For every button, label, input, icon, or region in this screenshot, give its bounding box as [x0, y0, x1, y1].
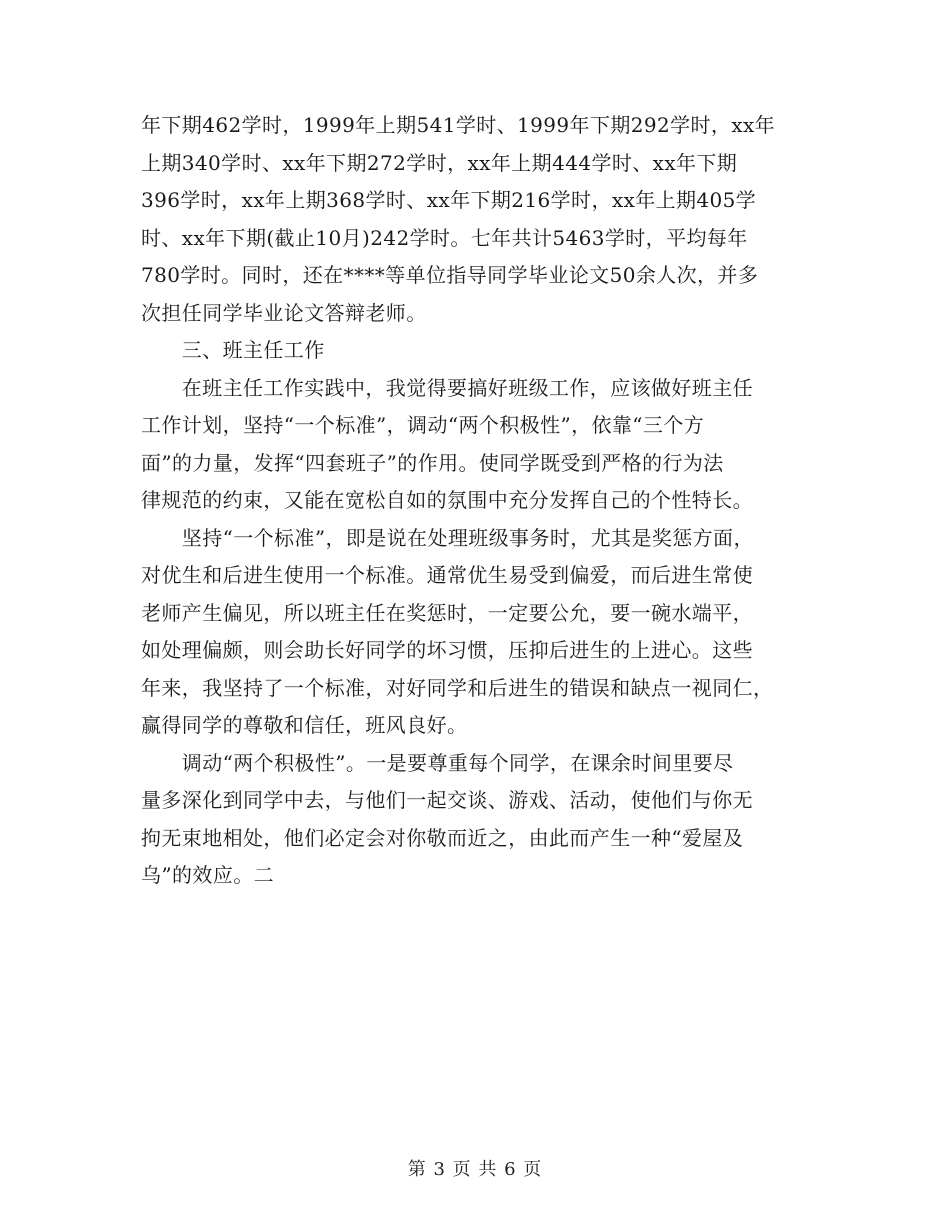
- text-line: 上期340学时、xx年下期272学时，xx年上期444学时、xx年下期: [141, 150, 738, 175]
- text-line: 780学时。同时，还在****等单位指导同学毕业论文50余人次，并多: [141, 263, 759, 287]
- text-line: 时、xx年下期(截止10月)242学时。七年共计5463学时，平均每年: [141, 225, 748, 250]
- text-line: 年来，我坚持了一个标准，对好同学和后进生的错误和缺点一视同仁，: [141, 675, 774, 700]
- text-line: 对优生和后进生使用一个标准。通常优生易受到偏爱，而后进生常使: [141, 563, 753, 587]
- text-line: 乌”的效应。二: [141, 863, 275, 887]
- text-line: 396学时，xx年上期368学时、xx年下期216学时，xx年上期405学: [141, 188, 757, 212]
- text-line: 工作计划，坚持“一个标准”，调动“两个积极性”，依靠“三个方: [141, 413, 705, 437]
- text-line: 老师产生偏见，所以班主任在奖惩时，一定要公允，要一碗水端平，: [141, 600, 753, 625]
- text-line: 赢得同学的尊敬和信任，班风良好。: [141, 713, 468, 737]
- section-heading: 三、班主任工作: [141, 338, 325, 362]
- text-line: 律规范的约束，又能在宽松自如的氛围中充分发挥自己的个性特长。: [141, 488, 753, 512]
- text-line: 调动“两个积极性”。一是要尊重每个同学，在课余时间里要尽: [141, 750, 734, 775]
- text-line: 面”的力量，发挥“四套班子”的作用。使同学既受到严格的行为法: [141, 450, 724, 475]
- page-footer: 第 3 页 共 6 页: [407, 1159, 543, 1180]
- text-line: 量多深化到同学中去，与他们一起交谈、游戏、活动，使他们与你无: [141, 788, 753, 812]
- body-text: [141, 107, 811, 895]
- text-line: 在班主任工作实践中，我觉得要搞好班级工作，应该做好班主任: [141, 375, 753, 400]
- text-line: 年下期462学时，1999年上期541学时、1999年下期292学时，xx年: [141, 113, 776, 137]
- text-line: 次担任同学毕业论文答辩老师。: [141, 300, 427, 325]
- text-line: 如处理偏颇，则会助长好同学的坏习惯，压抑后进生的上进心。这些: [141, 638, 753, 662]
- text-line: 坚持“一个标准”，即是说在处理班级事务时，尤其是奖惩方面，: [141, 525, 754, 550]
- text-line: 拘无束地相处，他们必定会对你敬而近之，由此而产生一种“爱屋及: [141, 825, 744, 850]
